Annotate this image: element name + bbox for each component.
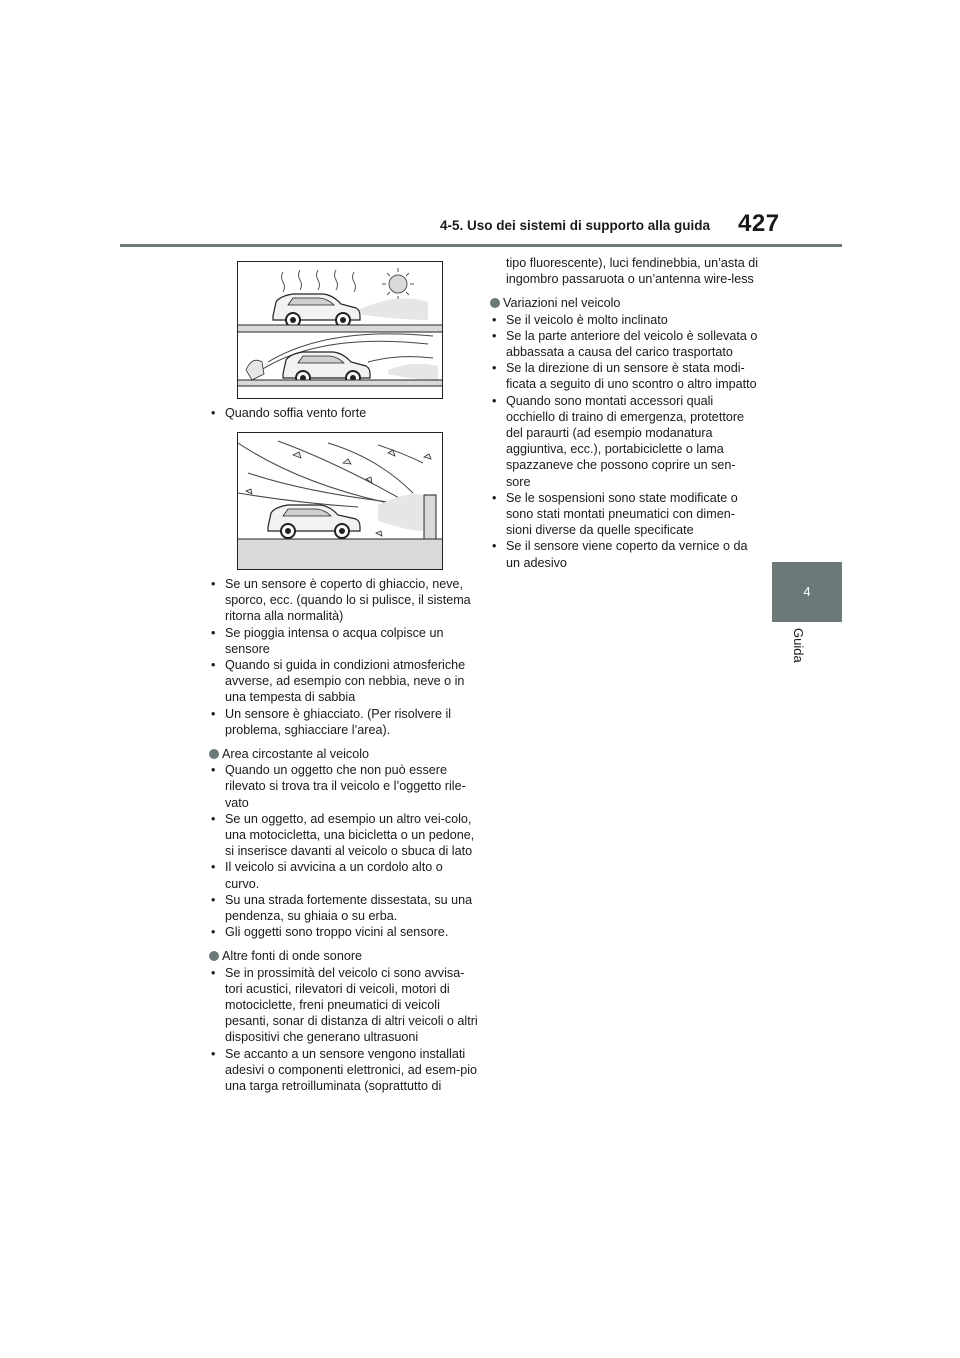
list-item: • Se in prossimità del veicolo ci sono avvisa-tori acustici, rilevatori di veicoli, motori di motociclette, freni pneumatici di veicoli pesanti, sonar di distanza di altri veicoli o altri dispositivi che generano ultrasuoni xyxy=(211,965,478,1045)
list-item: • Quando un oggetto che non può essere rilevato si trova tra il veicolo e l’oggetto rile-vato xyxy=(211,763,466,810)
list-item: • Un sensore è ghiacciato. (Per risolvere il problema, sghiacciare l’area). xyxy=(211,706,452,737)
car-icon xyxy=(268,505,360,538)
bullet-circle-icon xyxy=(209,951,219,961)
list-item: • Se un oggetto, ad esempio un altro vei-colo, una motocicletta, una bicicletta o un pedone, si inserisce davanti al veicolo o sbuca di lato xyxy=(211,811,475,859)
bullet-circle-icon xyxy=(490,298,500,308)
illustration-strong-wind xyxy=(237,432,443,570)
header-divider xyxy=(120,244,842,247)
section-title: 4-5. Uso dei sistemi di supporto alla guida xyxy=(440,218,711,233)
list-item: • Se la parte anteriore del veicolo è sollevata o abbassata a causa del carico trasportato xyxy=(492,328,758,360)
car-top-icon xyxy=(273,294,360,327)
chapter-tab: 4 xyxy=(772,562,842,622)
list-item: • Se la direzione di un sensore è stata modi-ficata a seguito di uno scontro o altro impatto xyxy=(492,361,757,392)
category-heading: Altre fonti di onde sonore xyxy=(209,948,479,964)
category-heading: Area circostante al veicolo xyxy=(209,746,479,762)
page-number: 427 xyxy=(738,210,780,237)
list-item: • Se accanto a un sensore vengono installati adesivi o componenti elettronici, ad esem-pio una targa retroilluminata (soprattutto di xyxy=(211,1046,478,1094)
list-item: • Se un sensore è coperto di ghiaccio, neve, sporco, ecc. (quando lo si pulisce, il sistema ritorna alla normalità) xyxy=(211,577,471,624)
continued-text: tipo fluorescente), luci fendinebbia, un’asta di ingombro passaruota o un’antenna wire-less xyxy=(506,256,759,287)
list-item: • Se il sensore viene coperto da vernice o da un adesivo xyxy=(492,539,748,570)
list-item: • Quando sono montati accessori quali occhiello di traino di emergenza, protettore del paraurti (ad esempio modanatura aggiuntiva, ecc.), portabiciclette o lama spazzaneve che possono coprire un sen-sore xyxy=(492,393,745,489)
list-item: • Su una strada fortemente dissestata, su una pendenza, su ghiaia o su erba. xyxy=(211,892,473,924)
category-heading: Variazioni nel veicolo xyxy=(490,295,760,311)
chapter-label: Guida xyxy=(791,628,806,663)
right-column xyxy=(490,255,760,571)
list-item: • Gli oggetti sono troppo vicini al sensore. xyxy=(211,925,449,940)
illustration-weather-conditions xyxy=(237,261,443,399)
wind-illustration-svg xyxy=(238,433,442,569)
list-item: • Quando si guida in condizioni atmosferiche avverse, ad esempio con nebbia, neve o in una tempesta di sabbia xyxy=(211,658,466,705)
list-item: • Se le sospensioni sono state modificate o sono stati montati pneumatici con dimen-sioni diverse da quelle specificate xyxy=(492,490,738,538)
list-item: • Se pioggia intensa o acqua colpisce un sensore xyxy=(211,625,444,656)
bullet-circle-icon xyxy=(209,749,219,759)
list-item: • Il veicolo si avvicina a un cordolo alto o curvo. xyxy=(211,860,443,891)
list-item: • Se il veicolo è molto inclinato xyxy=(492,312,668,327)
left-column xyxy=(209,576,479,1094)
wind-caption-block xyxy=(209,405,479,421)
list-item: • Quando soffia vento forte xyxy=(211,406,367,420)
weather-illustration-svg xyxy=(238,262,442,398)
